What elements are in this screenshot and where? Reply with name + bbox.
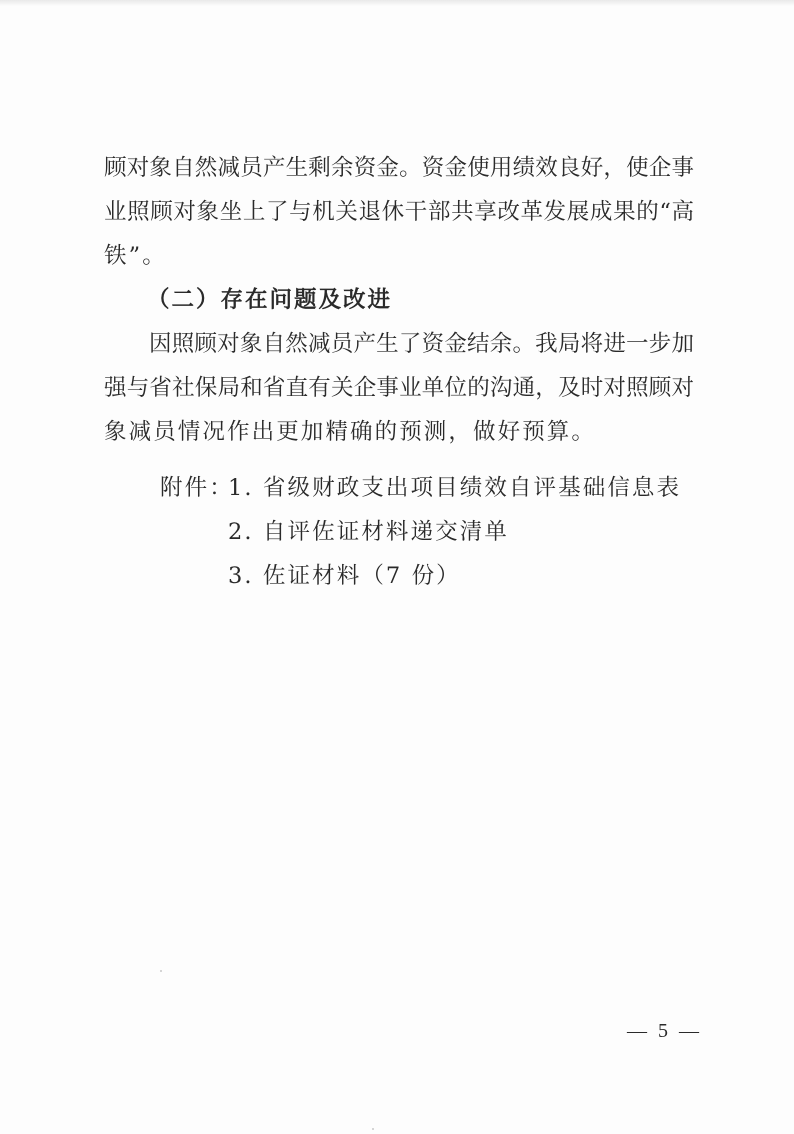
page-number: — 5 — — [627, 1020, 702, 1042]
body-paragraph-2-line-1: 因照顾对象自然减员产生了资金结余。我局将进一步加 — [149, 331, 694, 357]
attachment-label: 附件： — [160, 475, 234, 501]
body-paragraph-1-line-1: 顾对象自然减员产生剩余资金。资金使用绩效良好，使企事 — [104, 155, 694, 181]
body-paragraph-2-line-3: 象减员情况作出更加精确的预测，做好预算。 — [104, 419, 597, 445]
scan-speck — [372, 1128, 374, 1130]
body-paragraph-1-line-2: 业照顾对象坐上了与机关退休干部共享改革发展成果的“高 — [104, 199, 694, 225]
section-heading: （二）存在问题及改进 — [147, 287, 393, 313]
scan-speck — [160, 970, 162, 972]
body-paragraph-1-line-3: 铁”。 — [104, 243, 167, 269]
attachment-item-1: 1. 省级财政支出项目绩效自评基础信息表 — [228, 475, 682, 501]
scan-edge-shadow — [0, 0, 794, 6]
attachment-item-3: 3. 佐证材料（7 份） — [228, 563, 461, 589]
body-paragraph-2-line-2: 强与省社保局和省直有关企事业单位的沟通，及时对照顾对 — [104, 375, 694, 401]
attachment-item-2: 2. 自评佐证材料递交清单 — [228, 519, 509, 545]
